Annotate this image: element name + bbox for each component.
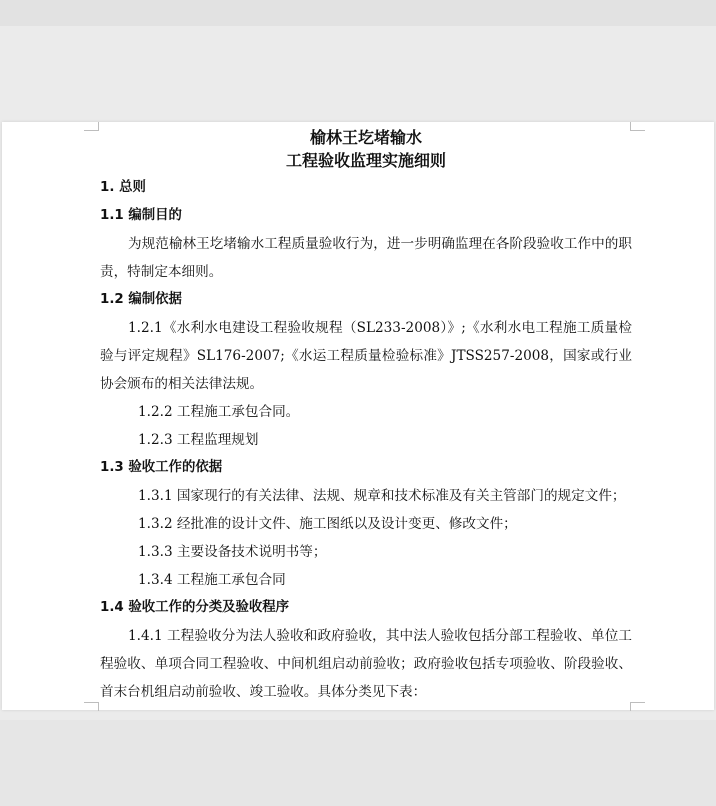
- item-1-3-2: 1.3.2 经批准的设计文件、施工图纸以及设计变更、修改文件；: [138, 516, 517, 532]
- item-1-3-3: 1.3.3 主要设备技术说明书等；: [138, 544, 327, 560]
- section-heading-1-4: 1.4 验收工作的分类及验收程序: [100, 600, 290, 615]
- item-1-3-4: 1.3.4 工程施工承包合同: [138, 572, 286, 588]
- doc-title-line1: 榆林王圪堵输水: [309, 128, 422, 147]
- paragraph-1-2-1: 1.2.1《水利水电建设工程验收规程（SL233-2008）》;《水利水电工程施工质量检验与评定规程》SL176-2007;《水运工程质量检验标准》JTSS257-2008，国家或行业协会颁布的相关法律法规。: [100, 320, 632, 392]
- crop-mark-bottom-left: [84, 702, 99, 711]
- section-heading-1-1: 1.1 编制目的: [100, 208, 182, 223]
- item-1-2-2: 1.2.2 工程施工承包合同。: [138, 404, 300, 420]
- section-heading-1: 1. 总则: [100, 180, 146, 195]
- section-heading-1-3: 1.3 验收工作的依据: [100, 460, 223, 475]
- document-body: [100, 126, 632, 706]
- item-1-2-3: 1.2.3 工程监理规划: [138, 432, 259, 448]
- paragraph-1-1: 为规范榆林王圪堵输水工程质量验收行为，进一步明确监理在各阶段验收工作中的职责，特制定本细则。: [100, 236, 632, 280]
- crop-mark-top-right: [630, 122, 645, 131]
- crop-mark-top-left: [84, 122, 99, 131]
- doc-title-line2: 工程验收监理实施细则: [285, 151, 446, 170]
- paragraph-1-4-1: 1.4.1 工程验收分为法人验收和政府验收，其中法人验收包括分部工程验收、单位工程验收、单项合同工程验收、中间机组启动前验收；政府验收包括专项验收、阶段验收、首末台机组启动前验收、竣工验收。具体分类见下表：: [100, 628, 632, 700]
- viewer-bottom-area: [0, 720, 716, 806]
- document-page: [2, 122, 714, 710]
- viewer-top-bar: [0, 0, 716, 26]
- crop-mark-bottom-right: [630, 702, 645, 711]
- item-1-3-1: 1.3.1 国家现行的有关法律、法规、规章和技术标准及有关主管部门的规定文件；: [138, 488, 626, 504]
- section-heading-1-2: 1.2 编制依据: [100, 292, 182, 307]
